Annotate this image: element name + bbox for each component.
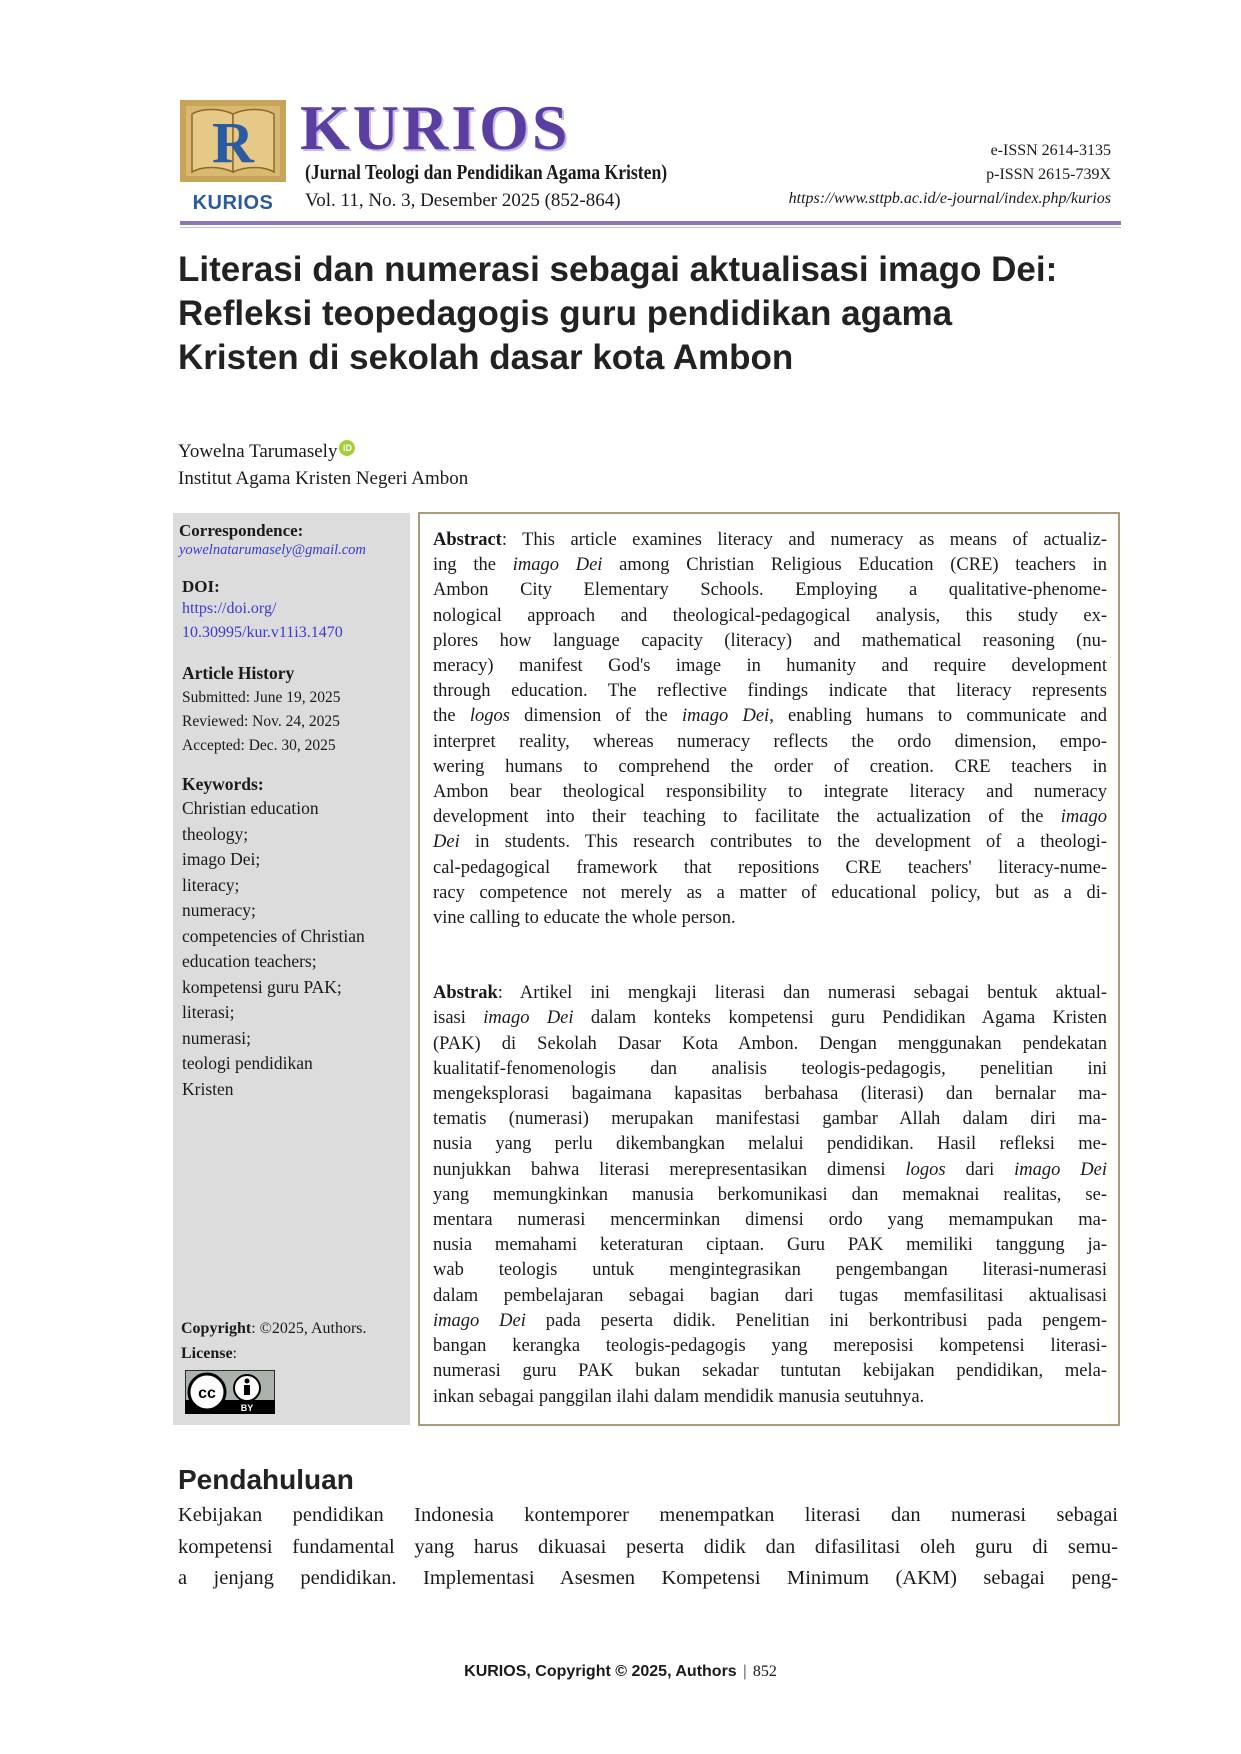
- copyright-block: [181, 1316, 367, 1366]
- abstract-line: mentara numerasi mencerminkan dimensi ordo yang memampukan ma-: [433, 1210, 1107, 1231]
- journal-logo: [180, 100, 286, 198]
- abstract-line: dalam pembelajaran sebagai bagian dari tugas memfasilitasi aktualisasi: [433, 1285, 1107, 1306]
- book-logo-icon: [180, 100, 286, 182]
- copyright-value: : ©2025, Authors.: [251, 1320, 367, 1337]
- abstract-line: development into their teaching to facilitate the actualization of the imago: [433, 807, 1107, 828]
- author-name: Yowelna Tarumasely: [178, 441, 338, 462]
- body-line: Kebijakan pendidikan Indonesia kontemporer menempatkan literasi dan numerasi sebagai: [178, 1504, 1118, 1526]
- abstract-line: yang memungkinkan manusia berkomunikasi dan memaknai realitas, se-: [433, 1184, 1107, 1205]
- article-title: [178, 248, 1118, 380]
- article-info-sidebar: [173, 513, 410, 1425]
- correspondence-label: Correspondence:: [179, 521, 304, 540]
- abstract-line: cal-pedagogical framework that repositions CRE teachers' literacy-nume-: [433, 857, 1107, 878]
- abstract-line: nunjukkan bahwa literasi merepresentasikan dimensi logos dari imago Dei: [433, 1159, 1107, 1180]
- header-divider: [180, 221, 1121, 225]
- title-line: Refleksi teopedagogis guru pendidikan agama: [178, 294, 953, 333]
- author-affiliation: Institut Agama Kristen Negeri Ambon: [178, 468, 469, 489]
- license-line: License:: [181, 1345, 237, 1362]
- body-paragraph: [178, 1500, 1118, 1595]
- abstract-line: inkan sebagai panggilan ilahi dalam mendidik manusia seutuhnya.: [433, 1386, 925, 1407]
- submitted-date: Submitted: June 19, 2025: [182, 689, 341, 706]
- abstract-line: mengeksplorasi bagaimana kapasitas berbahasa (literasi) dan bernalar ma-: [433, 1084, 1107, 1105]
- abstract-line: wering humans to comprehend the order of creation. CRE teachers in: [433, 756, 1107, 777]
- abstract-line: tematis (numerasi) merupakan manifestasi gambar Allah dalam diri ma-: [433, 1109, 1107, 1130]
- body-line: a jenjang pendidikan. Implementasi Asesmen Kompetensi Minimum (AKM) sebagai peng-: [178, 1567, 1118, 1589]
- keyword: kompetensi guru PAK;: [182, 976, 342, 997]
- abstract-line: plores how language capacity (literacy) and mathematical reasoning (nu-: [433, 630, 1107, 651]
- abstract-line: the logos dimension of the imago Dei, enabling humans to communicate and: [433, 706, 1107, 727]
- abstract-line: nusia yang perlu dikembangkan melalui pendidikan. Hasil refleksi me-: [433, 1134, 1107, 1155]
- title-line: Kristen di sekolah dasar kota Ambon: [178, 338, 794, 377]
- abstract-line: ing the imago Dei among Christian Religious Education (CRE) teachers in: [433, 555, 1107, 576]
- keyword: competencies of Christian: [182, 925, 365, 946]
- keyword: numerasi;: [182, 1027, 252, 1048]
- keywords-list: [182, 796, 404, 1102]
- reviewed-date: Reviewed: Nov. 24, 2025: [182, 713, 340, 730]
- abstract-line: Ambon bear theological responsibility to integrate literacy and numeracy: [433, 782, 1107, 803]
- journal-subtitle: (Jurnal Teologi dan Pendidikan Agama Kristen): [305, 160, 668, 184]
- abstract-line: through education. The reflective findings indicate that literacy represents: [433, 681, 1107, 702]
- keyword: teologi pendidikan: [182, 1053, 313, 1073]
- keyword: literacy;: [182, 874, 240, 895]
- body-line: kompetensi fundamental yang harus dikuasai peserta didik dan difasilitasi oleh guru di semu-: [178, 1535, 1118, 1558]
- page-number: 852: [752, 1663, 777, 1680]
- copyright-label: Copyright: [181, 1320, 252, 1337]
- abstract-line: nusia memahami keteraturan ciptaan. Guru PAK memiliki tanggung ja-: [433, 1235, 1107, 1256]
- title-line: Literasi dan numerasi sebagai aktualisasi imago Dei:: [178, 250, 1058, 289]
- abstract-line: wab teologis untuk mengintegrasikan pengembangan literasi-numerasi: [433, 1260, 1107, 1281]
- section-heading: Pendahuluan: [178, 1464, 354, 1495]
- copyright-line: [181, 1316, 367, 1341]
- license-badge-text: BY: [240, 1403, 254, 1413]
- doi-label-wrap: DOI:: [182, 577, 220, 596]
- header-divider-thin: [180, 227, 1121, 228]
- keyword: Kristen: [182, 1078, 234, 1099]
- cc-by-license-icon[interactable]: [185, 1370, 275, 1414]
- abstract-line: kualitatif-fenomenologis dan analisis teologis-pedagogis, penelitian ini: [433, 1058, 1107, 1079]
- footer-separator: |: [742, 1663, 747, 1680]
- doi-link-line[interactable]: https://doi.org/: [182, 600, 277, 617]
- abstract-english: [433, 528, 1107, 931]
- svg-text:cc: cc: [198, 1385, 216, 1402]
- keyword: education teachers;: [182, 951, 317, 971]
- doi-link[interactable]: [182, 597, 404, 645]
- history-list: [182, 686, 404, 758]
- abstract-line: numerasi guru PAK bukan sekadar tuntutan kebijakan pendidikan, mela-: [433, 1361, 1107, 1382]
- keyword: theology;: [182, 823, 249, 844]
- abstract-line: Abstrak: Artikel ini mengkaji literasi dan numerasi sebagai bentuk aktual-: [433, 983, 1107, 1004]
- abstract-box: [418, 512, 1120, 1426]
- eissn: e-ISSN 2614-3135: [990, 142, 1111, 159]
- pissn: p-ISSN 2615-739X: [986, 166, 1111, 183]
- abstract-line: isasi imago Dei dalam konteks kompetensi guru Pendidikan Agama Kristen: [433, 1008, 1107, 1029]
- abstract-line: imago Dei pada peserta didik. Penelitian ini berkontribusi pada pengem-: [433, 1310, 1107, 1331]
- abstract-label: Abstrak: [433, 983, 498, 1004]
- abstract-line: interpret reality, whereas numeracy reflects the ordo dimension, empo-: [433, 731, 1107, 752]
- keyword: numeracy;: [182, 900, 256, 920]
- doi-link-line[interactable]: 10.30995/kur.v11i3.1470: [182, 624, 343, 641]
- abstract-line: bangan kerangka teologis-pedagogis yang mereposisi kompetensi literasi-: [433, 1336, 1107, 1357]
- correspondence-email[interactable]: yowelnatarumasely@gmail.com: [179, 542, 366, 558]
- abstract-line: racy competence not merely as a matter of educational policy, but as a di-: [433, 882, 1107, 903]
- keyword: Christian education: [182, 798, 319, 818]
- accepted-date: Accepted: Dec. 30, 2025: [182, 737, 336, 754]
- keywords-label: Keywords:: [182, 774, 264, 794]
- page-footer: [0, 1663, 1241, 1681]
- author-line: [178, 440, 355, 463]
- footer-journal: KURIOS, Copyright © 2025, Authors: [464, 1663, 737, 1680]
- abstract-line: meracy) manifest God's image in humanity and require development: [433, 656, 1107, 677]
- keyword: imago Dei;: [182, 849, 261, 869]
- orcid-icon[interactable]: iD: [339, 440, 355, 456]
- doi-label: DOI: [182, 577, 215, 596]
- abstract-label: Abstract: [433, 530, 502, 550]
- svg-text:R: R: [212, 110, 254, 175]
- history-label: Article History: [182, 663, 295, 683]
- abstract-line: (PAK) di Sekolah Dasar Kota Ambon. Dengan menggunakan pendekatan: [433, 1033, 1107, 1054]
- abstract-line: vine calling to educate the whole person.: [433, 908, 736, 929]
- journal-volume: Vol. 11, No. 3, Desember 2025 (852-864): [305, 190, 621, 211]
- journal-brand: KURIOS: [300, 92, 571, 163]
- abstract-line: Abstract: This article examines literacy and numeracy as means of actualiz-: [433, 530, 1107, 550]
- keyword: literasi;: [182, 1002, 235, 1022]
- license-label: License: [181, 1345, 233, 1362]
- abstract-indonesian: [433, 981, 1107, 1409]
- logo-caption: KURIOS: [192, 192, 274, 214]
- abstract-line: Dei in students. This research contributes to the development of a theologi-: [433, 832, 1107, 853]
- abstract-line: nological approach and theological-pedagogical analysis, this study ex-: [433, 605, 1107, 626]
- abstract-line: Ambon City Elementary Schools. Employing a qualitative-phenome-: [433, 580, 1107, 601]
- journal-url[interactable]: https://www.sttpb.ac.id/e-journal/index.php/kurios: [788, 190, 1111, 207]
